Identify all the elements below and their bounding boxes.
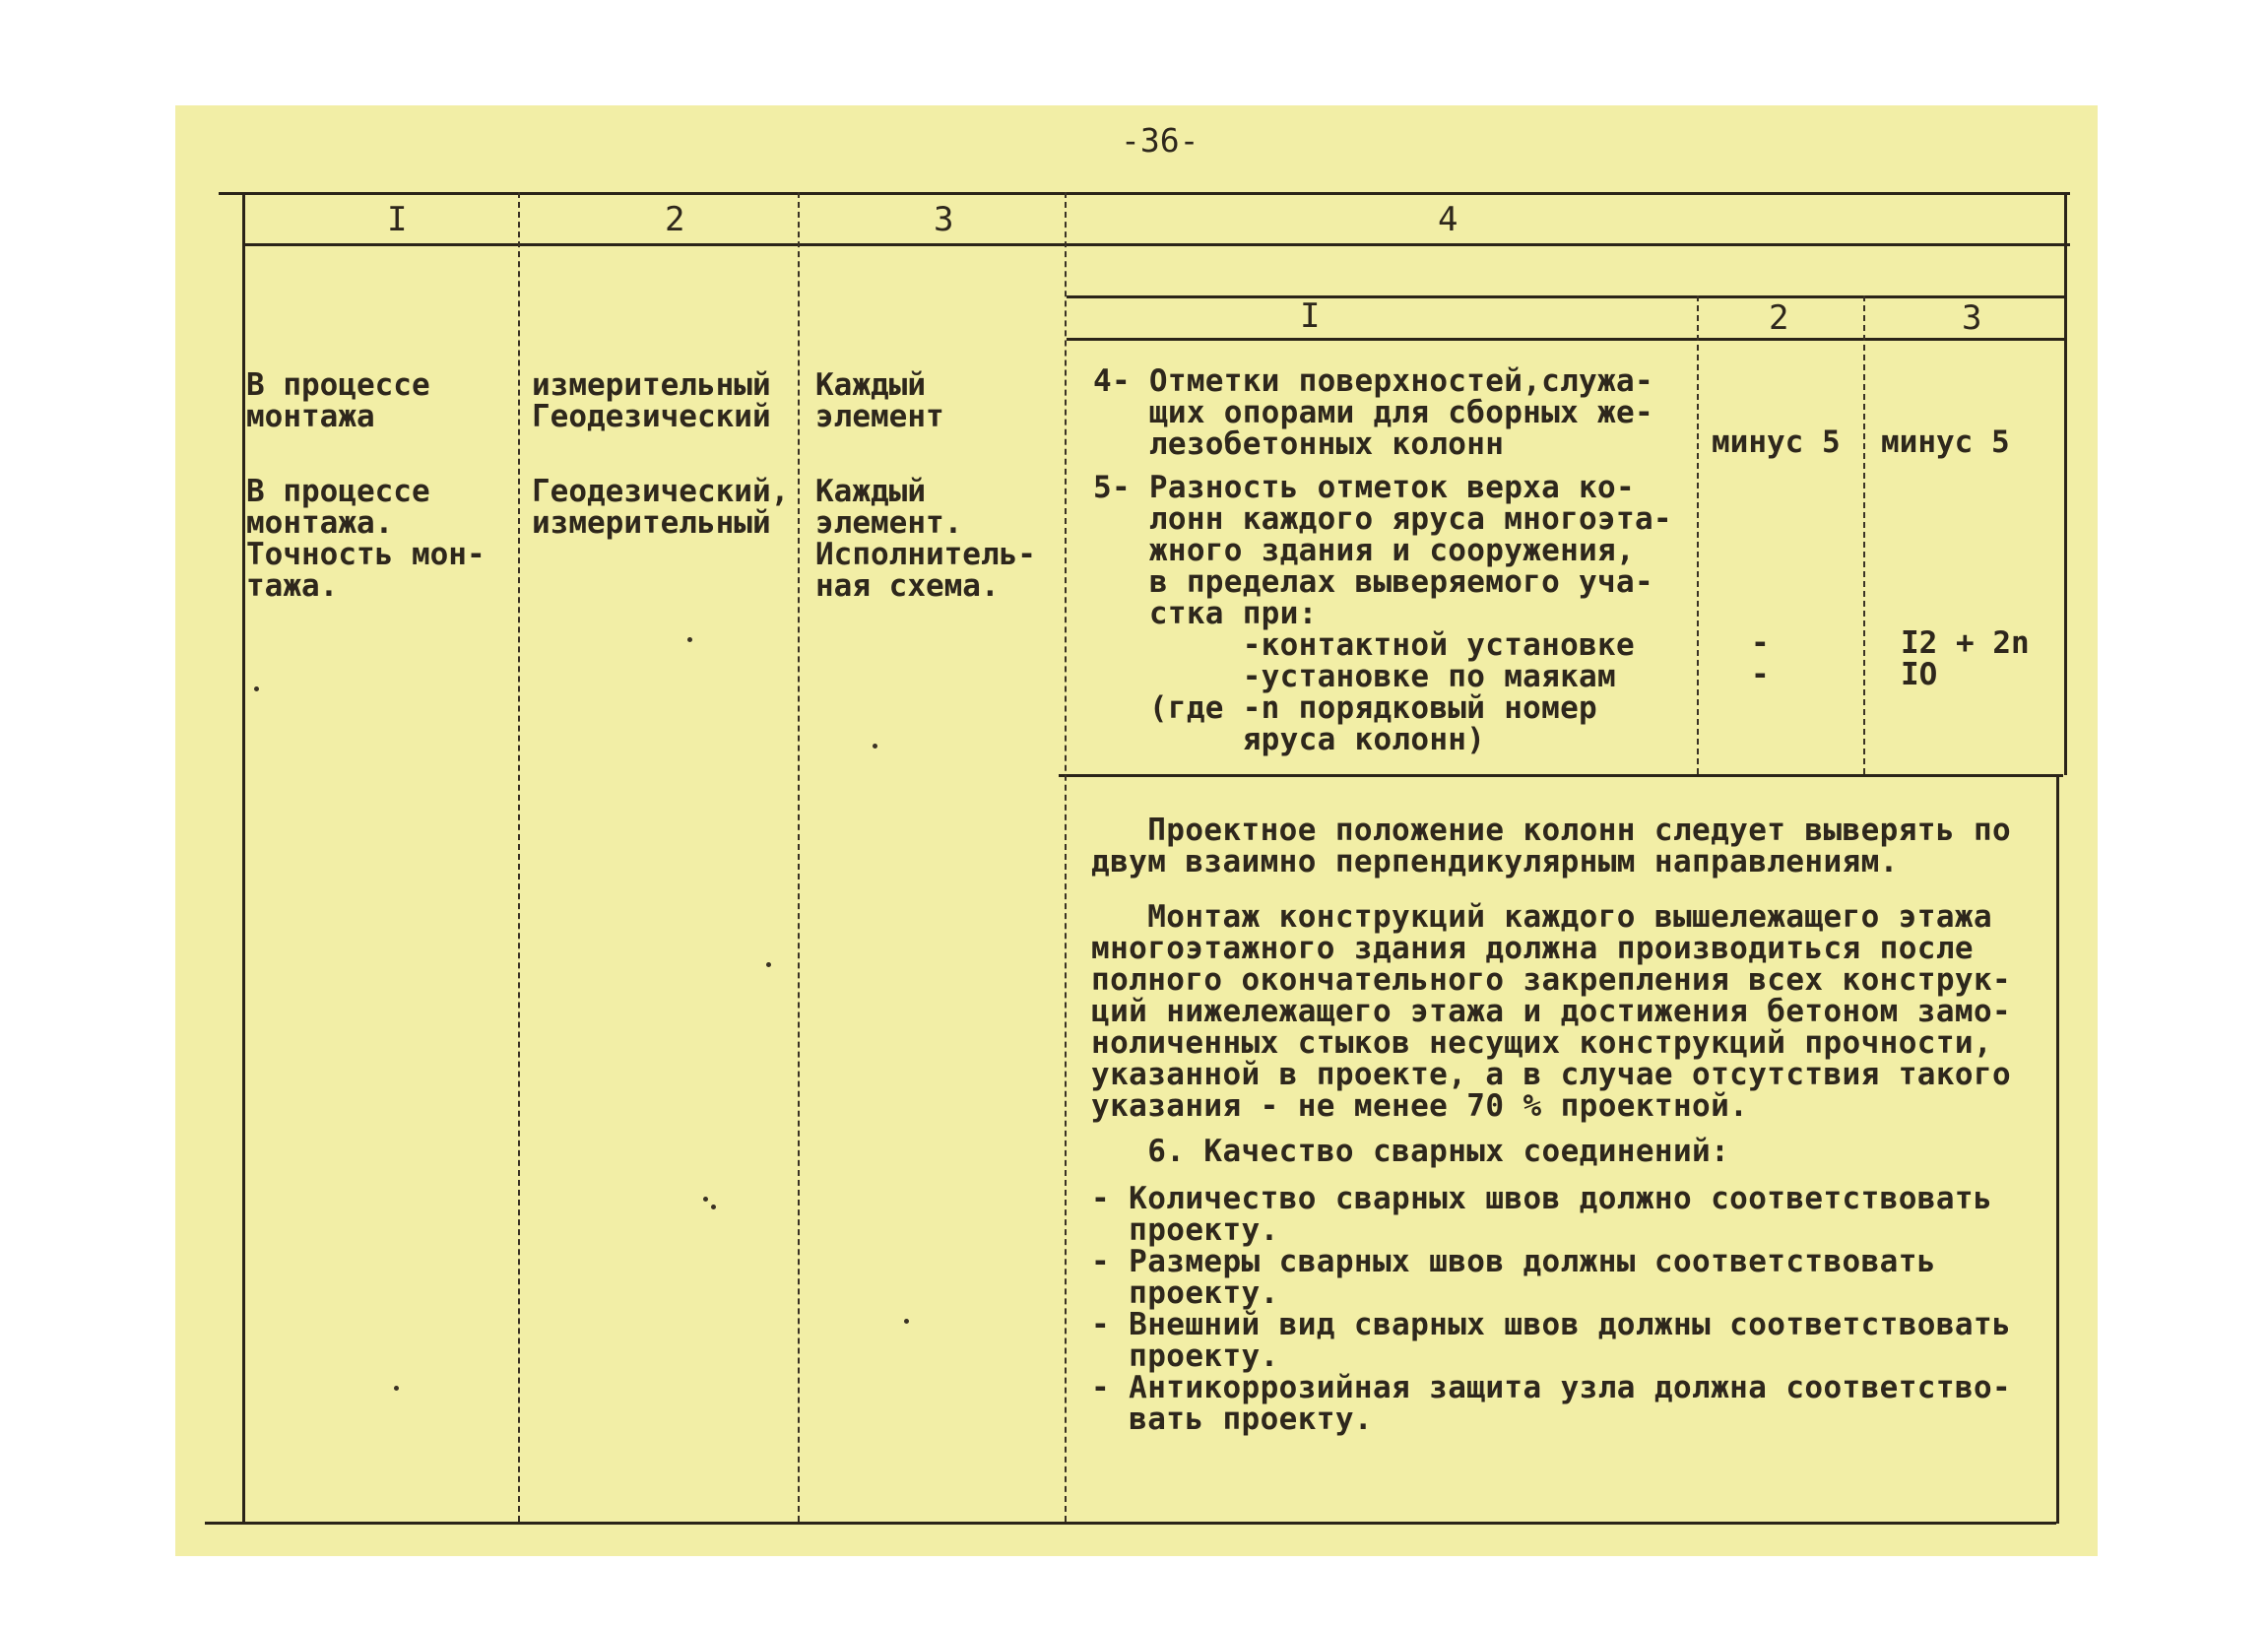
- scan-speck: [703, 1197, 708, 1202]
- table-right-border: [2064, 192, 2067, 775]
- subheader-col-3: 3: [1962, 298, 1982, 338]
- row1-tolerance-a: минус 5: [1712, 424, 1841, 460]
- note-installation-order: Монтаж конструкций каждого вышележащего этажа многоэтажного здания должна производиться после полного окончательного закрепления всех конструк- ций нижележащего этажа и достижения бетоном замо- ноличенных стыков несущих конструкций прочности, указанной в проекте, а в случае отсутствия такого указания - не менее 70 % проектной.: [1091, 899, 2012, 1124]
- row2-parameter: 5- Разность отметок верха ко- лонн каждого яруса многоэта- жного здания и сооружения, в пределах выверяемого уча- стка при: -контактной установке -установке по маякам (где -n порядковый номер яруса колонн): [1093, 470, 1672, 757]
- scan-speck: [904, 1319, 909, 1324]
- row2-tolerance-a: - -: [1751, 625, 1770, 692]
- header-col-3: 3: [934, 200, 954, 239]
- row2-tolerance-b: I2 + 2n IO: [1901, 625, 2030, 692]
- subheader-bottom-border: [1067, 338, 2067, 341]
- col-divider-1-2: [518, 192, 520, 1522]
- scan-speck: [687, 637, 692, 642]
- note-weld-requirements: - Количество сварных швов должно соответствовать проекту. - Размеры сварных швов должны соответствовать проекту. - Внешний вид сварных швов должны соответствовать проекту. - Антикоррозийная защита узла должна соответство- вать проекту.: [1091, 1181, 2012, 1437]
- row1-parameter: 4- Отметки поверхностей,служа- щих опорами для сборных же- лезобетонных колонн: [1093, 363, 1653, 462]
- note-weld-quality-heading: 6. Качество сварных соединений:: [1091, 1134, 1730, 1169]
- col-divider-3-4: [1065, 192, 1067, 1522]
- subtable-bottom-border: [1059, 774, 2063, 777]
- subheader-col-1: I: [1300, 296, 1321, 336]
- header-col-1: I: [387, 200, 408, 239]
- row1-method: измерительный Геодезический: [532, 367, 771, 434]
- scan-speck: [873, 744, 877, 749]
- scan-speck: [254, 686, 259, 691]
- scan-speck: [711, 1205, 716, 1209]
- document-page: [175, 105, 2098, 1556]
- row1-tolerance-b: минус 5: [1881, 424, 2010, 460]
- note-alignment: Проектное положение колонн следует выверять по двум взаимно перпендикулярным направлениям.: [1091, 813, 2012, 880]
- subcol-divider-1-2: [1697, 295, 1699, 774]
- page-number: -36-: [1121, 121, 1199, 160]
- scan-speck: [766, 962, 771, 967]
- col-divider-2-3: [798, 192, 800, 1522]
- table-bottom-border: [205, 1522, 2056, 1525]
- subheader-top-border: [1067, 295, 2067, 298]
- table-left-border: [242, 192, 245, 1524]
- header-bottom-border: [242, 243, 2070, 246]
- row1-scope: Каждый элемент: [815, 367, 944, 434]
- subheader-col-2: 2: [1769, 298, 1789, 338]
- header-col-4: 4: [1438, 200, 1458, 239]
- table-top-border: [219, 192, 2070, 195]
- scan-speck: [394, 1386, 399, 1391]
- header-col-2: 2: [665, 200, 685, 239]
- row2-scope: Каждый элемент. Исполнитель- ная схема.: [815, 474, 1036, 604]
- row2-stage: В процессе монтажа. Точность мон- тажа.: [246, 474, 486, 604]
- row1-stage: В процессе монтажа: [246, 367, 430, 434]
- table-right-border-lower: [2056, 775, 2059, 1524]
- row2-method: Геодезический, измерительный: [532, 474, 790, 541]
- subcol-divider-2-3: [1863, 295, 1865, 774]
